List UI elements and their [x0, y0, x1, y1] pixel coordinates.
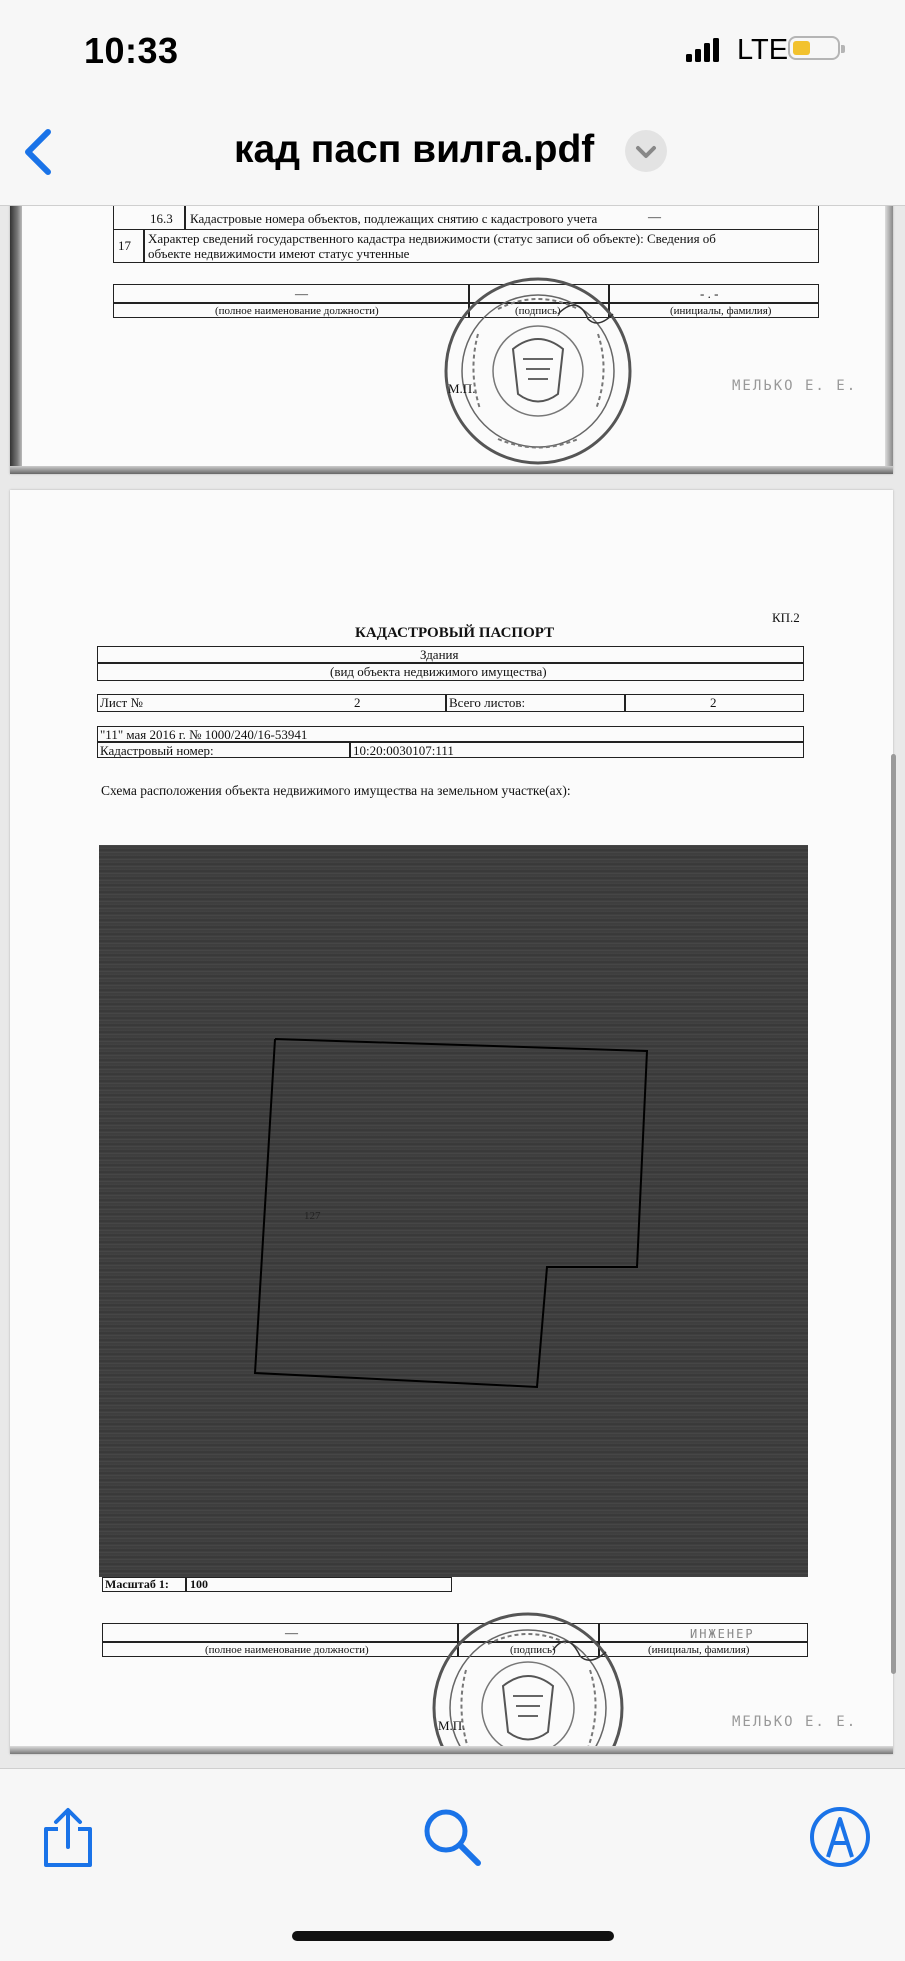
scale-label: Масштаб 1: — [105, 1577, 169, 1591]
title-menu-button[interactable] — [625, 130, 667, 172]
official-seal-icon — [438, 274, 638, 469]
bottom-toolbar — [0, 1768, 905, 1961]
status-bar — [0, 0, 905, 100]
signer-position: — — [295, 286, 308, 301]
signer-position-caption: (полное наименование должности) — [215, 305, 379, 317]
scheme-label: 127 — [304, 1210, 321, 1222]
cellular-signal-icon — [686, 38, 722, 62]
stamp-name: МЕЛЬКО Е. Е. — [732, 1714, 858, 1730]
row-number: 17 — [118, 238, 131, 253]
cad-number-label: Кадастровый номер: — [100, 743, 214, 758]
stamp-mp: М.П. — [448, 381, 476, 396]
scale-value: 100 — [190, 1577, 208, 1591]
building-outline-icon — [99, 845, 808, 1577]
row-value: — — [648, 209, 661, 224]
stamp-mp: М.П. — [438, 1718, 466, 1733]
signer-name-caption: (инициалы, фамилия) — [670, 305, 772, 317]
scheme-title: Схема расположения объекта недвижимого имущества на земельном участке(ах): — [101, 783, 571, 798]
document-title[interactable]: кад пасп вилга.pdf — [234, 128, 595, 171]
chevron-left-icon[interactable] — [18, 126, 58, 178]
network-type: LTE — [737, 34, 789, 66]
markup-pen-icon[interactable] — [808, 1805, 872, 1869]
row-text: Кадастровые номера объектов, подлежащих снятию с кадастрового учета — [190, 211, 598, 226]
signer-name-caption: (инициалы, фамилия) — [648, 1644, 750, 1656]
scrollbar[interactable] — [891, 754, 896, 1674]
signer-name: ИНЖЕНЕР — [690, 1627, 755, 1641]
row-text: Характер сведений государственного кадастра недвижимости (статус записи об объекте): Сведения об — [148, 231, 716, 246]
doc-heading: КАДАСТРОВЫЙ ПАСПОРТ — [355, 625, 555, 641]
home-indicator[interactable] — [292, 1931, 614, 1941]
cad-number-value: 10:20:0030107:111 — [353, 743, 454, 758]
pdf-page-2 — [10, 490, 893, 1754]
sheet-label: Лист № — [100, 695, 143, 710]
row-number: 16.3 — [150, 211, 173, 226]
chevron-down-icon — [625, 130, 667, 172]
signer-position: — — [285, 1625, 298, 1640]
signer-position-caption: (полное наименование должности) — [205, 1644, 369, 1656]
row-text: объекте недвижимости имеют статус учтенные — [148, 246, 410, 261]
form-code: КП.2 — [772, 610, 800, 625]
pdf-viewer[interactable] — [0, 206, 905, 1768]
object-type: Здания — [420, 647, 459, 662]
signature-caption: (подпись) — [510, 1644, 556, 1656]
total-label: Всего листов: — [449, 695, 526, 710]
share-icon[interactable] — [36, 1805, 100, 1869]
sheet-value: 2 — [354, 695, 361, 710]
status-time: 10:33 — [84, 30, 179, 71]
stamp-name: МЕЛЬКО Е. Е. — [732, 378, 858, 394]
battery-icon — [788, 36, 840, 60]
registration-date: "11" мая 2016 г. № 1000/240/16-53941 — [100, 727, 308, 742]
location-scheme — [99, 845, 808, 1577]
search-icon[interactable] — [420, 1805, 484, 1869]
navigation-bar — [0, 100, 905, 206]
signer-name: - . - — [700, 286, 719, 301]
signature-caption: (подпись) — [515, 305, 561, 317]
object-type-caption: (вид объекта недвижимого имущества) — [330, 664, 547, 679]
total-value: 2 — [710, 695, 717, 710]
pdf-page-1 — [10, 206, 893, 474]
